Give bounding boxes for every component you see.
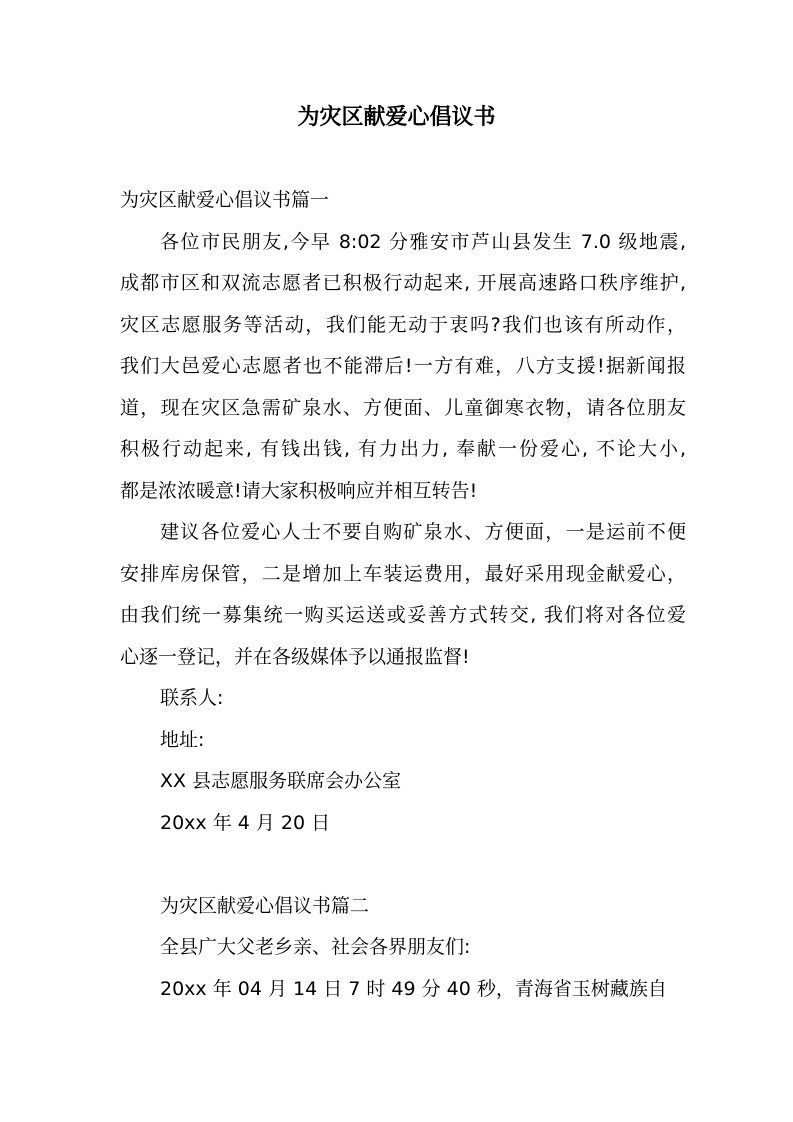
section-spacer <box>120 844 686 886</box>
section1-para1-line: 各位市民朋友,今早 8:02 分雅安市芦山县发生 7.0 级地震, <box>160 230 686 253</box>
section1-heading: 为灾区献爱心倡议书篇一 <box>120 189 330 211</box>
section1-para2-line: 安排库房保管，二是增加上车装运费用，最好采用现金献爱心， <box>120 562 686 585</box>
address-label: 地址: <box>160 728 205 751</box>
section1-para2-line: 由我们统一募集统一购买运送或妥善方式转交, 我们将对各位爱 <box>120 604 686 626</box>
document-body <box>120 180 686 1010</box>
section1-para2-line: 心逐一登记，并在各级媒体予以通报监督! <box>120 645 470 668</box>
section1-para1-line: 成都市区和双流志愿者已积极行动起来, 开展高速路口秩序维护, <box>120 272 686 294</box>
section2-greeting: 全县广大父老乡亲、社会各界朋友们: <box>160 936 471 958</box>
contact-label: 联系人: <box>160 687 224 709</box>
document-date: 20xx 年 4 月 20 日 <box>160 811 331 834</box>
document-title: 为灾区献爱心倡议书 <box>297 105 496 130</box>
section1-para2-line: 建议各位爱心人士不要自购矿泉水、方便面，一是运前不便 <box>160 521 686 543</box>
office-name: XX 县志愿服务联席会办公室 <box>160 770 402 792</box>
section1-para1-line: 道，现在灾区急需矿泉水、方便面、儿童御寒衣物，请各位朋友 <box>120 396 686 419</box>
section2-para1-line: 20xx 年 04 月 14 日 7 时 49 分 40 秒，青海省玉树藏族自 <box>160 977 667 1000</box>
section1-para1-line: 灾区志愿服务等活动，我们能无动于衷吗?我们也该有所动作， <box>120 313 686 336</box>
section1-para1-line: 都是浓浓暖意!请大家积极响应并相互转告! <box>120 479 478 502</box>
section2-heading: 为灾区献爱心倡议书篇二 <box>160 894 370 917</box>
section1-para1-line: 我们大邑爱心志愿者也不能滞后!一方有难，八方支援!据新闻报 <box>120 355 686 377</box>
section1-para1-line: 积极行动起来, 有钱出钱, 有力出力, 奉献一份爱心, 不论大小, <box>120 438 686 460</box>
